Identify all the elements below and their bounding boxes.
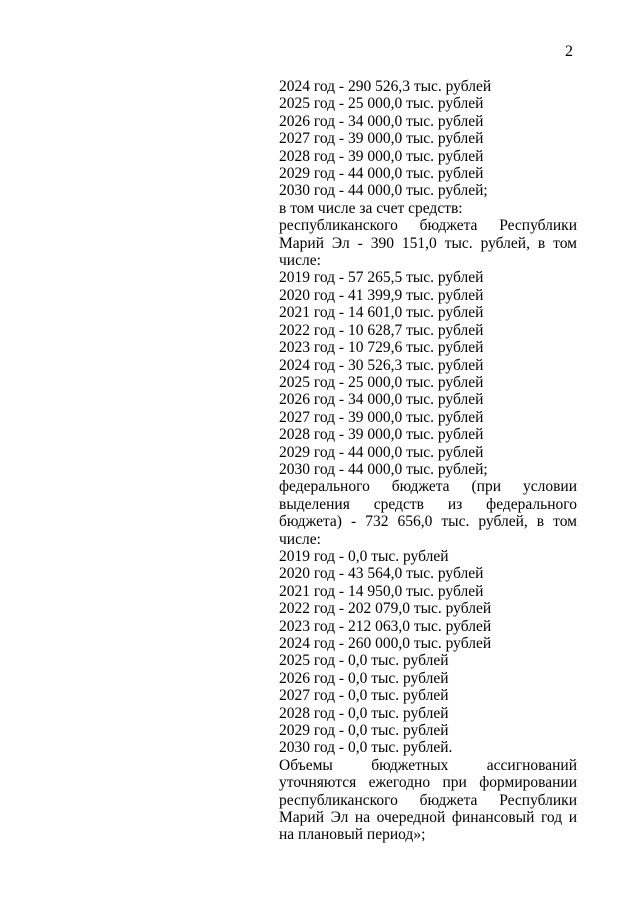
document-body [279, 78, 577, 844]
republican-line-2022: 2022 год - 10 628,7 тыс. рублей [279, 321, 484, 339]
federal-line-2024: 2024 год - 260 000,0 тыс. рублей [279, 635, 492, 652]
funding-line-2025: 2025 год - 25 000,0 тыс. рублей [279, 95, 484, 113]
republican-line-2019: 2019 год - 57 265,5 тыс. рублей [279, 269, 484, 287]
republican-line-2026: 2026 год - 34 000,0 тыс. рублей [279, 391, 484, 409]
funding-line-2026: 2026 год - 34 000,0 тыс. рублей [279, 112, 484, 130]
federal-line-2021: 2021 год - 14 950,0 тыс. рублей [279, 582, 484, 600]
federal-line-2023: 2023 год - 212 063,0 тыс. рублей [279, 617, 492, 635]
funding-line-2029: 2029 год - 44 000,0 тыс. рублей [279, 165, 484, 183]
republican-line-2020: 2020 год - 41 399,9 тыс. рублей [279, 286, 484, 304]
budget-allocation-note: Объемы бюджетных ассигнований уточняются ежегодно при формировании республиканского бюджета Республики Марий Эл на очередной финансовый год и на плановый период»; [279, 756, 577, 844]
republican-line-2024: 2024 год - 30 526,3 тыс. рублей [279, 356, 484, 374]
republican-line-2021: 2021 год - 14 601,0 тыс. рублей [279, 304, 484, 322]
page-number: 2 [565, 43, 573, 60]
republican-line-2023: 2023 год - 10 729,6 тыс. рублей [279, 339, 484, 357]
federal-budget-paragraph: федерального бюджета (при условии выделения средств из федерального бюджета) - 732 656,0 тыс. рублей, в том числе: [279, 478, 577, 548]
federal-line-2027: 2027 год - 0,0 тыс. рублей [279, 687, 449, 705]
federal-line-2020: 2020 год - 43 564,0 тыс. рублей [279, 565, 484, 583]
republican-line-2027: 2027 год - 39 000,0 тыс. рублей [279, 408, 484, 426]
federal-line-2026: 2026 год - 0,0 тыс. рублей [279, 669, 449, 687]
republican-budget-paragraph: республиканского бюджета Республики Марий Эл - 390 151,0 тыс. рублей, в том числе: [279, 217, 577, 270]
federal-line-2019: 2019 год - 0,0 тыс. рублей [279, 547, 449, 565]
federal-line-2029: 2029 год - 0,0 тыс. рублей [279, 722, 449, 740]
funding-line-2024: 2024 год - 290 526,3 тыс. рублей [279, 78, 492, 95]
republican-line-2028: 2028 год - 39 000,0 тыс. рублей [279, 426, 484, 444]
federal-line-2028: 2028 год - 0,0 тыс. рублей [279, 704, 449, 722]
in-total-heading: в том числе за счет средств: [279, 199, 463, 217]
federal-line-2025: 2025 год - 0,0 тыс. рублей [279, 652, 449, 670]
funding-line-2030: 2030 год - 44 000,0 тыс. рублей; [279, 182, 488, 200]
funding-line-2027: 2027 год - 39 000,0 тыс. рублей [279, 130, 484, 148]
funding-line-2028: 2028 год - 39 000,0 тыс. рублей [279, 147, 484, 165]
republican-line-2025: 2025 год - 25 000,0 тыс. рублей [279, 373, 484, 391]
republican-line-2030: 2030 год - 44 000,0 тыс. рублей; [279, 460, 488, 478]
republican-line-2029: 2029 год - 44 000,0 тыс. рублей [279, 443, 484, 461]
federal-line-2022: 2022 год - 202 079,0 тыс. рублей [279, 600, 492, 618]
federal-line-2030: 2030 год - 0,0 тыс. рублей. [279, 739, 453, 757]
